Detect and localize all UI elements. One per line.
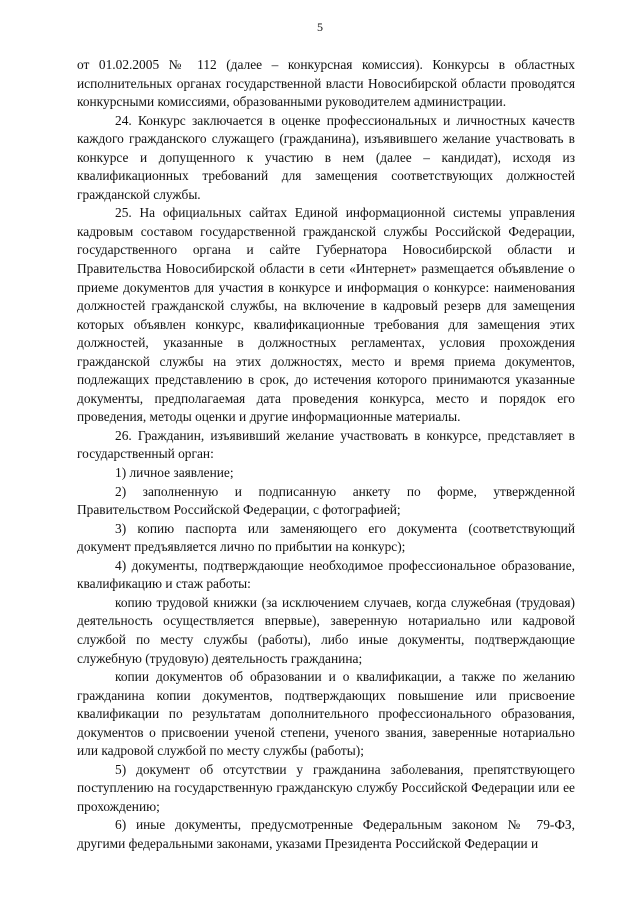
sub-item-work-book: копию трудовой книжки (за исключением случаев, когда служебная (трудовая) деятельность осуществляется впервые), заверенную нотариально или кадровой службой по месту службы (работы), либо иные документы, подтверждающие служебную (трудовую) деятельность гражданина; xyxy=(77,594,575,666)
list-item-1: 1) личное заявление; xyxy=(115,465,234,481)
list-item-6: 6) иные документы, предусмотренные Федеральным законом № 79-ФЗ, другими федеральными законами, указами Президента Российской Федерации и xyxy=(77,817,575,851)
list-item-2: 2) заполненную и подписанную анкету по форме, утвержденной Правительством Российской Федерации, с фотографией; xyxy=(77,483,575,518)
list-item-4: 4) документы, подтверждающие необходимое профессиональное образование, квалификацию и стаж работы: xyxy=(77,557,575,592)
paragraph-25: 25. На официальных сайтах Единой информационной системы управления кадровым составом государственной гражданской службы Российской Федерации, государственного органа и сайте Губернатора Новосибирской области и Правительства Новосибирской области в сети «Интернет» размещается объявление о приеме документов для участия в конкурсе и информация о конкурсе: наименования должностей гражданской службы, на включение в кадровый резерв для замещения которых объявлен конкурс, квалификационные требования для замещения этих должностей, указанные в должностных регламентах, условия прохождения гражданской службы на этих должностях, место и время приема документов, подлежащих представлению в срок, до истечения которого принимаются указанные документы, предполагаемая дата проведения конкурса, место и порядок его проведения, методы оценки и другие информационные материалы. xyxy=(77,205,575,425)
list-item-5: 5) документ об отсутствии у гражданина заболевания, препятствующего поступлению на государственную гражданскую службу Российской Федерации или ее прохождению; xyxy=(77,761,575,814)
list-item-3: 3) копию паспорта или заменяющего его документа (соответствующий документ предъявляется лично по прибытии на конкурс); xyxy=(77,520,575,555)
paragraph-continuation: от 01.02.2005 № 112 (далее – конкурсная комиссия). Конкурсы в областных исполнительных органах государственной власти Новосибирской области проводятся конкурсными комиссиями, образованными руководителем администрации. xyxy=(77,57,575,110)
page-number: 5 xyxy=(317,20,323,34)
paragraph-26: 26. Гражданин, изъявивший желание участвовать в конкурсе, представляет в государственный орган: xyxy=(77,427,575,462)
document-body xyxy=(77,56,575,854)
paragraph-24: 24. Конкурс заключается в оценке профессиональных и личностных качеств каждого гражданского служащего (гражданина), изъявившего желание участвовать в конкурсе и допущенного к участию в нем (далее – кандидат), исходя из квалификационных требований для замещения соответствующих должностей гражданской службы. xyxy=(77,112,575,202)
sub-item-education-docs: копии документов об образовании и о квалификации, а также по желанию гражданина копии документов, подтверждающих повышение или присвоение квалификации по результатам дополнительного профессионального образования, документов о присвоении ученой степени, ученого звания, заверенные нотариально или кадровой службой по месту службы (работы); xyxy=(77,669,575,759)
